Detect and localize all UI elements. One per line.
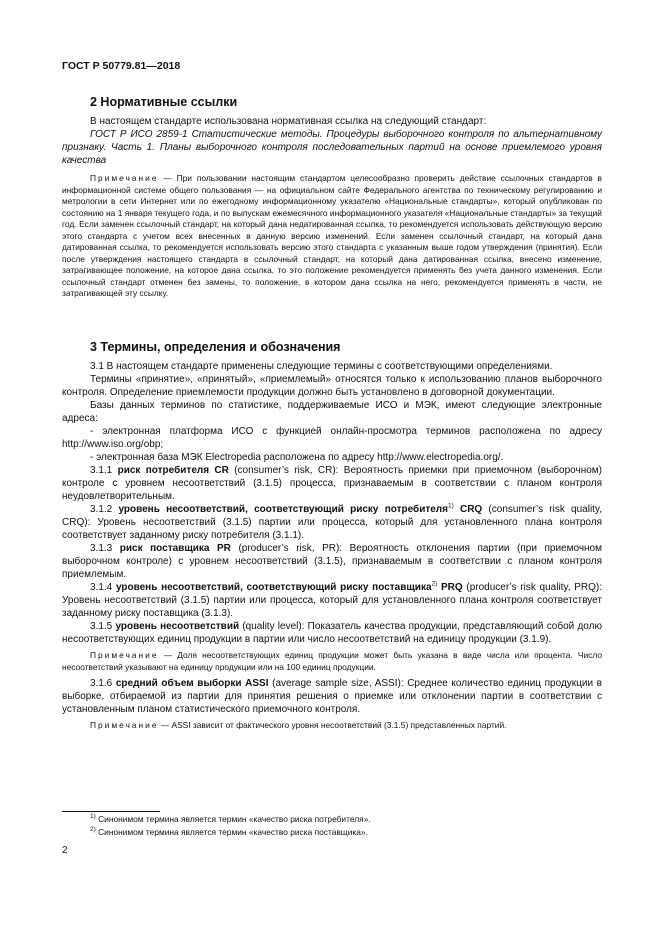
note-text: — Доля несоответствующих единиц продукции может быть указана в виде числа или процента. Число несоответствий указывают на единицу продукции или на 100 единиц продукции. xyxy=(62,650,602,672)
section-2-title: 2 Нормативные ссылки xyxy=(90,95,238,109)
term-number: 3.1.4 xyxy=(90,582,116,593)
term-name: уровень несоответствий xyxy=(115,621,240,632)
note-label: Примечание xyxy=(90,650,159,660)
footnote-ref[interactable]: 2) xyxy=(431,580,438,588)
note-text: — При пользовании настоящим стандартом целесообразно проверить действие ссылочных стандартов в информационной системе общего пользования — на официальном сайте Федерального агентства по техническому регулированию и метрологии в сети Интернет или по ежегодному информационному указателю «Национальные стандарты», который опубликован по состоянию на 1 января текущего года, и по выпускам ежемесячного информационного указателя «Национальные стандарты» за текущий год. Если заменен ссылочный стандарт, на который дана недатированная ссылка, то рекомендуется использовать действующую версию этого стандарта с учетом всех внесенных в данную версию изменений. Если заменен ссылочный стандарт, на который дана датированная ссылка, то рекомендуется использовать версию этого стандарта с указанным выше годом утверждения (принятия). Если после утверждения настоящего стандарта в ссылочный стандарт, на который дана датированная ссылка, внесено изменение, затрагивающее положение, на которое дана ссылка, то это положение рекомендуется применять без учета данного изменения. Если ссылочный стандарт отменен без замены, то положение, в котором дана ссылка на него, рекомендуется применять в части, не затрагивающей эту ссылку. xyxy=(62,173,602,298)
term-number: 3.1.5 xyxy=(90,621,116,632)
term-name: риск потребителя CR xyxy=(117,465,229,476)
term-abbreviation: CRQ xyxy=(453,504,483,515)
paragraph-3-1: 3.1 В настоящем стандарте применены следующие термины с соответствующими определениями. xyxy=(90,361,553,372)
section-2 xyxy=(62,95,602,300)
term-definition: (quality level): Показатель качества продукции, представляющий собой долю несоответствующих единиц продукции в партии или число несоответствий на единицу продукции (3.1.9). xyxy=(62,621,602,645)
term-number: 3.1.1 xyxy=(90,465,118,476)
note-label: Примечание xyxy=(90,720,159,730)
footnote-1 xyxy=(62,814,630,825)
footnote-2 xyxy=(62,827,630,838)
term-definition: (producer’s risk quality, PRQ): Уровень несоответствий (3.1.5) партии или процесса, который для установленного плана контроля соответствует заданному риску поставщика (3.1.3). xyxy=(62,582,602,619)
term-name: уровень несоответствий, соответствующий риску поставщика xyxy=(115,582,432,593)
term-3-1-2 xyxy=(62,503,602,542)
term-3-1-1 xyxy=(62,464,602,503)
term-definition: (consumer’s risk, CR): Вероятность приемки при приемочном (выборочном) контроле с уровнем несоответствий (3.1.5) процесса, признаваемым в соответствии с планом контроля неудовлетворительным. xyxy=(62,465,602,502)
term-3-1-6 xyxy=(62,677,602,716)
footnote-text: Синонимом термина является термин «качество риска потребителя». xyxy=(95,814,371,824)
note-3-1-6 xyxy=(62,720,602,732)
note-label: Примечание xyxy=(90,173,159,183)
term-abbreviation: PRQ xyxy=(437,582,463,593)
note-3-1-5 xyxy=(62,650,602,673)
list-item-iec: - электронная база МЭК Electropedia расположена по адресу http://www.electropedia.org/. xyxy=(90,452,504,463)
term-name: средний объем выборки ASSI xyxy=(115,678,269,689)
term-3-1-5 xyxy=(62,620,602,646)
footnote-mark: 2) xyxy=(90,826,96,834)
term-3-1-4 xyxy=(62,581,602,620)
note-text: — ASSI зависит от фактического уровня несоответствий (3.1.5) представленных партий. xyxy=(158,720,507,730)
section-2-note xyxy=(62,173,602,300)
term-definition: (producer’s risk, PR): Вероятность отклонения партии (при приемочном выборочном контроле) с уровнем несоответствий (3.1.5), признаваемым в соответствии с планом контроля приемлемым. xyxy=(62,543,602,580)
term-number: 3.1.6 xyxy=(90,678,116,689)
footnote-ref[interactable]: 1) xyxy=(448,502,454,510)
page-number: 2 xyxy=(62,845,68,856)
footnote-text: Синонимом термина является термин «качество риска поставщика». xyxy=(95,827,368,837)
term-definition: (consumer’s risk quality, CRQ): Уровень несоответствий (3.1.5) партии или процесса, который для установленного плана контроля соответствует заданному риску потребителя (3.1.1). xyxy=(62,504,602,541)
term-name: уровень несоответствий, соответствующий риску потребителя xyxy=(118,504,448,515)
section-2-intro: В настоящем стандарте использована нормативная ссылка на следующий стандарт: xyxy=(90,116,487,127)
term-name: риск поставщика PR xyxy=(119,543,231,554)
list-item-iso: - электронная платформа ИСО с функцией онлайн-просмотра терминов расположена по адресу http://www.iso.org/obp; xyxy=(62,426,602,450)
term-number: 3.1.3 xyxy=(90,543,120,554)
term-number: 3.1.2 xyxy=(90,504,119,515)
footnote-divider xyxy=(62,811,160,812)
normative-reference: ГОСТ Р ИСО 2859-1 Статистические методы. Процедуры выборочного контроля по альтернативному признаку. Часть 1. Планы выборочного контроля последовательных партий на основе приемлемого уровня качества xyxy=(62,129,602,166)
paragraph-databases: Базы данных терминов по статистике, поддерживаемые ИСО и МЭК, имеют следующие электронные адреса: xyxy=(62,400,602,424)
section-3-title: 3 Термины, определения и обозначения xyxy=(90,340,341,354)
term-3-1-3 xyxy=(62,542,602,581)
footnote-mark: 1) xyxy=(90,813,96,821)
section-3 xyxy=(62,340,602,732)
term-definition: (average sample size, ASSI): Среднее количество единиц продукции в выборке, отбираемой из партии для принятия решения о приемке или отклонении партии в соответствии с установленным планом статистического приемочного контроля. xyxy=(62,678,602,715)
document-header: ГОСТ Р 50779.81—2018 xyxy=(62,60,181,72)
paragraph-terms-acceptance: Термины «принятие», «принятый», «приемлемый» относятся только к использованию планов выборочного контроля. Определение приемлемости продукции должно быть установлено в договорной документации. xyxy=(62,374,602,398)
